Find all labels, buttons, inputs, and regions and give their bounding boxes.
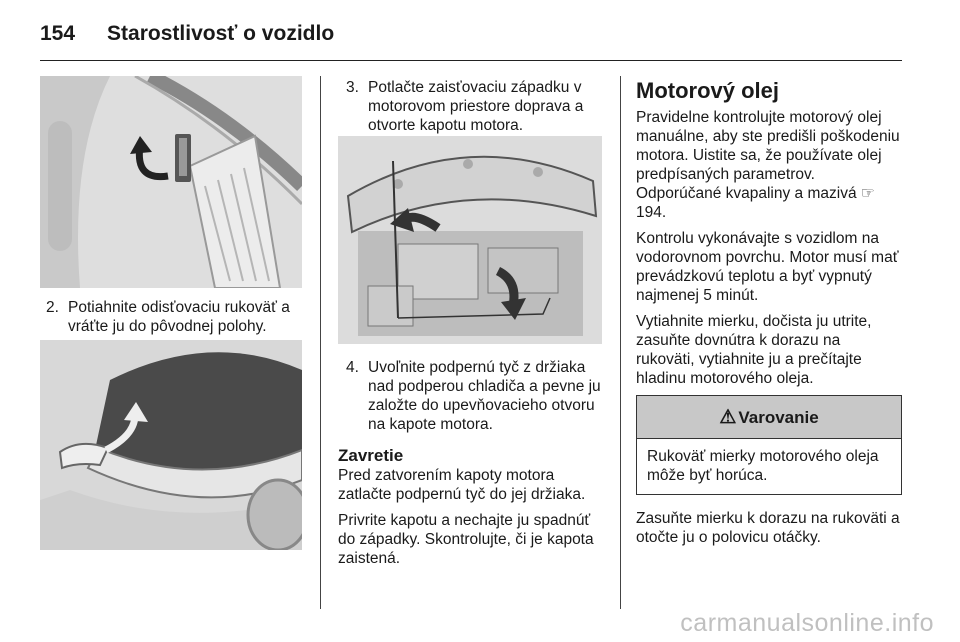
column-divider	[620, 76, 621, 609]
watermark: carmanualsonline.info	[680, 609, 934, 637]
step-number: 3.	[346, 79, 359, 96]
step-number: 2.	[46, 299, 59, 316]
step-item	[346, 358, 606, 434]
page-header	[40, 22, 334, 52]
paragraph: Privrite kapotu a nechajte ju spadnúť do západky. Skontrolujte, či je kapota zaistená.	[338, 512, 594, 567]
step-text: Potiahnite odisťovaciu rukoväť a vráťte ju do pôvodnej polohy.	[68, 299, 290, 335]
bonnet-release-lever-illustration	[40, 76, 302, 288]
section-heading: Motorový olej	[636, 78, 780, 103]
bonnet-safety-catch-illustration	[40, 340, 302, 550]
warning-header	[637, 396, 901, 439]
page-number: 154	[40, 22, 76, 45]
column-divider	[320, 76, 321, 609]
paragraph: Pravidelne kontrolujte motorový olej manuálne, aby ste predišli poškodeniu motora. Uistite sa, že používate olej predpísaných parametrov. Odporúčané kvapaliny a mazivá ☞ 194.	[636, 109, 900, 221]
step-item	[346, 78, 606, 135]
paragraph: Kontrolu vykonávajte s vozidlom na vodorovnom povrchu. Motor musí mať prevádzkovú teplotu a byť vypnutý najmenej 5 minút.	[636, 230, 899, 304]
warning-title: Varovanie	[738, 407, 819, 427]
paragraph: Zasuňte mierku k dorazu na rukoväti a otočte ju o polovicu otáčky.	[636, 510, 900, 546]
closing-section	[338, 446, 606, 575]
step-text: Uvoľnite podpernú tyč z držiaka nad podperou chladiča a pevne ju založte do upevňovacieho otvoru na kapote motora.	[368, 359, 601, 433]
warning-box	[636, 395, 902, 495]
header-rule	[40, 60, 902, 61]
step-item	[46, 298, 310, 336]
warning-text: Rukoväť mierky motorového oleja môže byť horúca.	[647, 448, 879, 484]
warning-triangle-icon: ⚠	[719, 406, 737, 428]
page-title: Starostlivosť o vozidlo	[107, 22, 335, 45]
paragraph: Pred zatvorením kapoty motora zatlačte podpernú tyč do jej držiaka.	[338, 467, 586, 503]
section-heading: Zavretie	[338, 446, 404, 465]
paragraph: Vytiahnite mierku, dočista ju utrite, zasuňte dovnútra k dorazu na rukoväti, vytiahnite ju a prečítajte hladinu motorového oleja.	[636, 313, 872, 387]
step-text: Potlačte zaisťovaciu západku v motorovom priestore doprava a otvorte kapotu motora.	[368, 79, 584, 134]
step-number: 4.	[346, 359, 359, 376]
open-bonnet-engine-bay-illustration	[338, 136, 602, 344]
engine-oil-section	[636, 78, 902, 554]
